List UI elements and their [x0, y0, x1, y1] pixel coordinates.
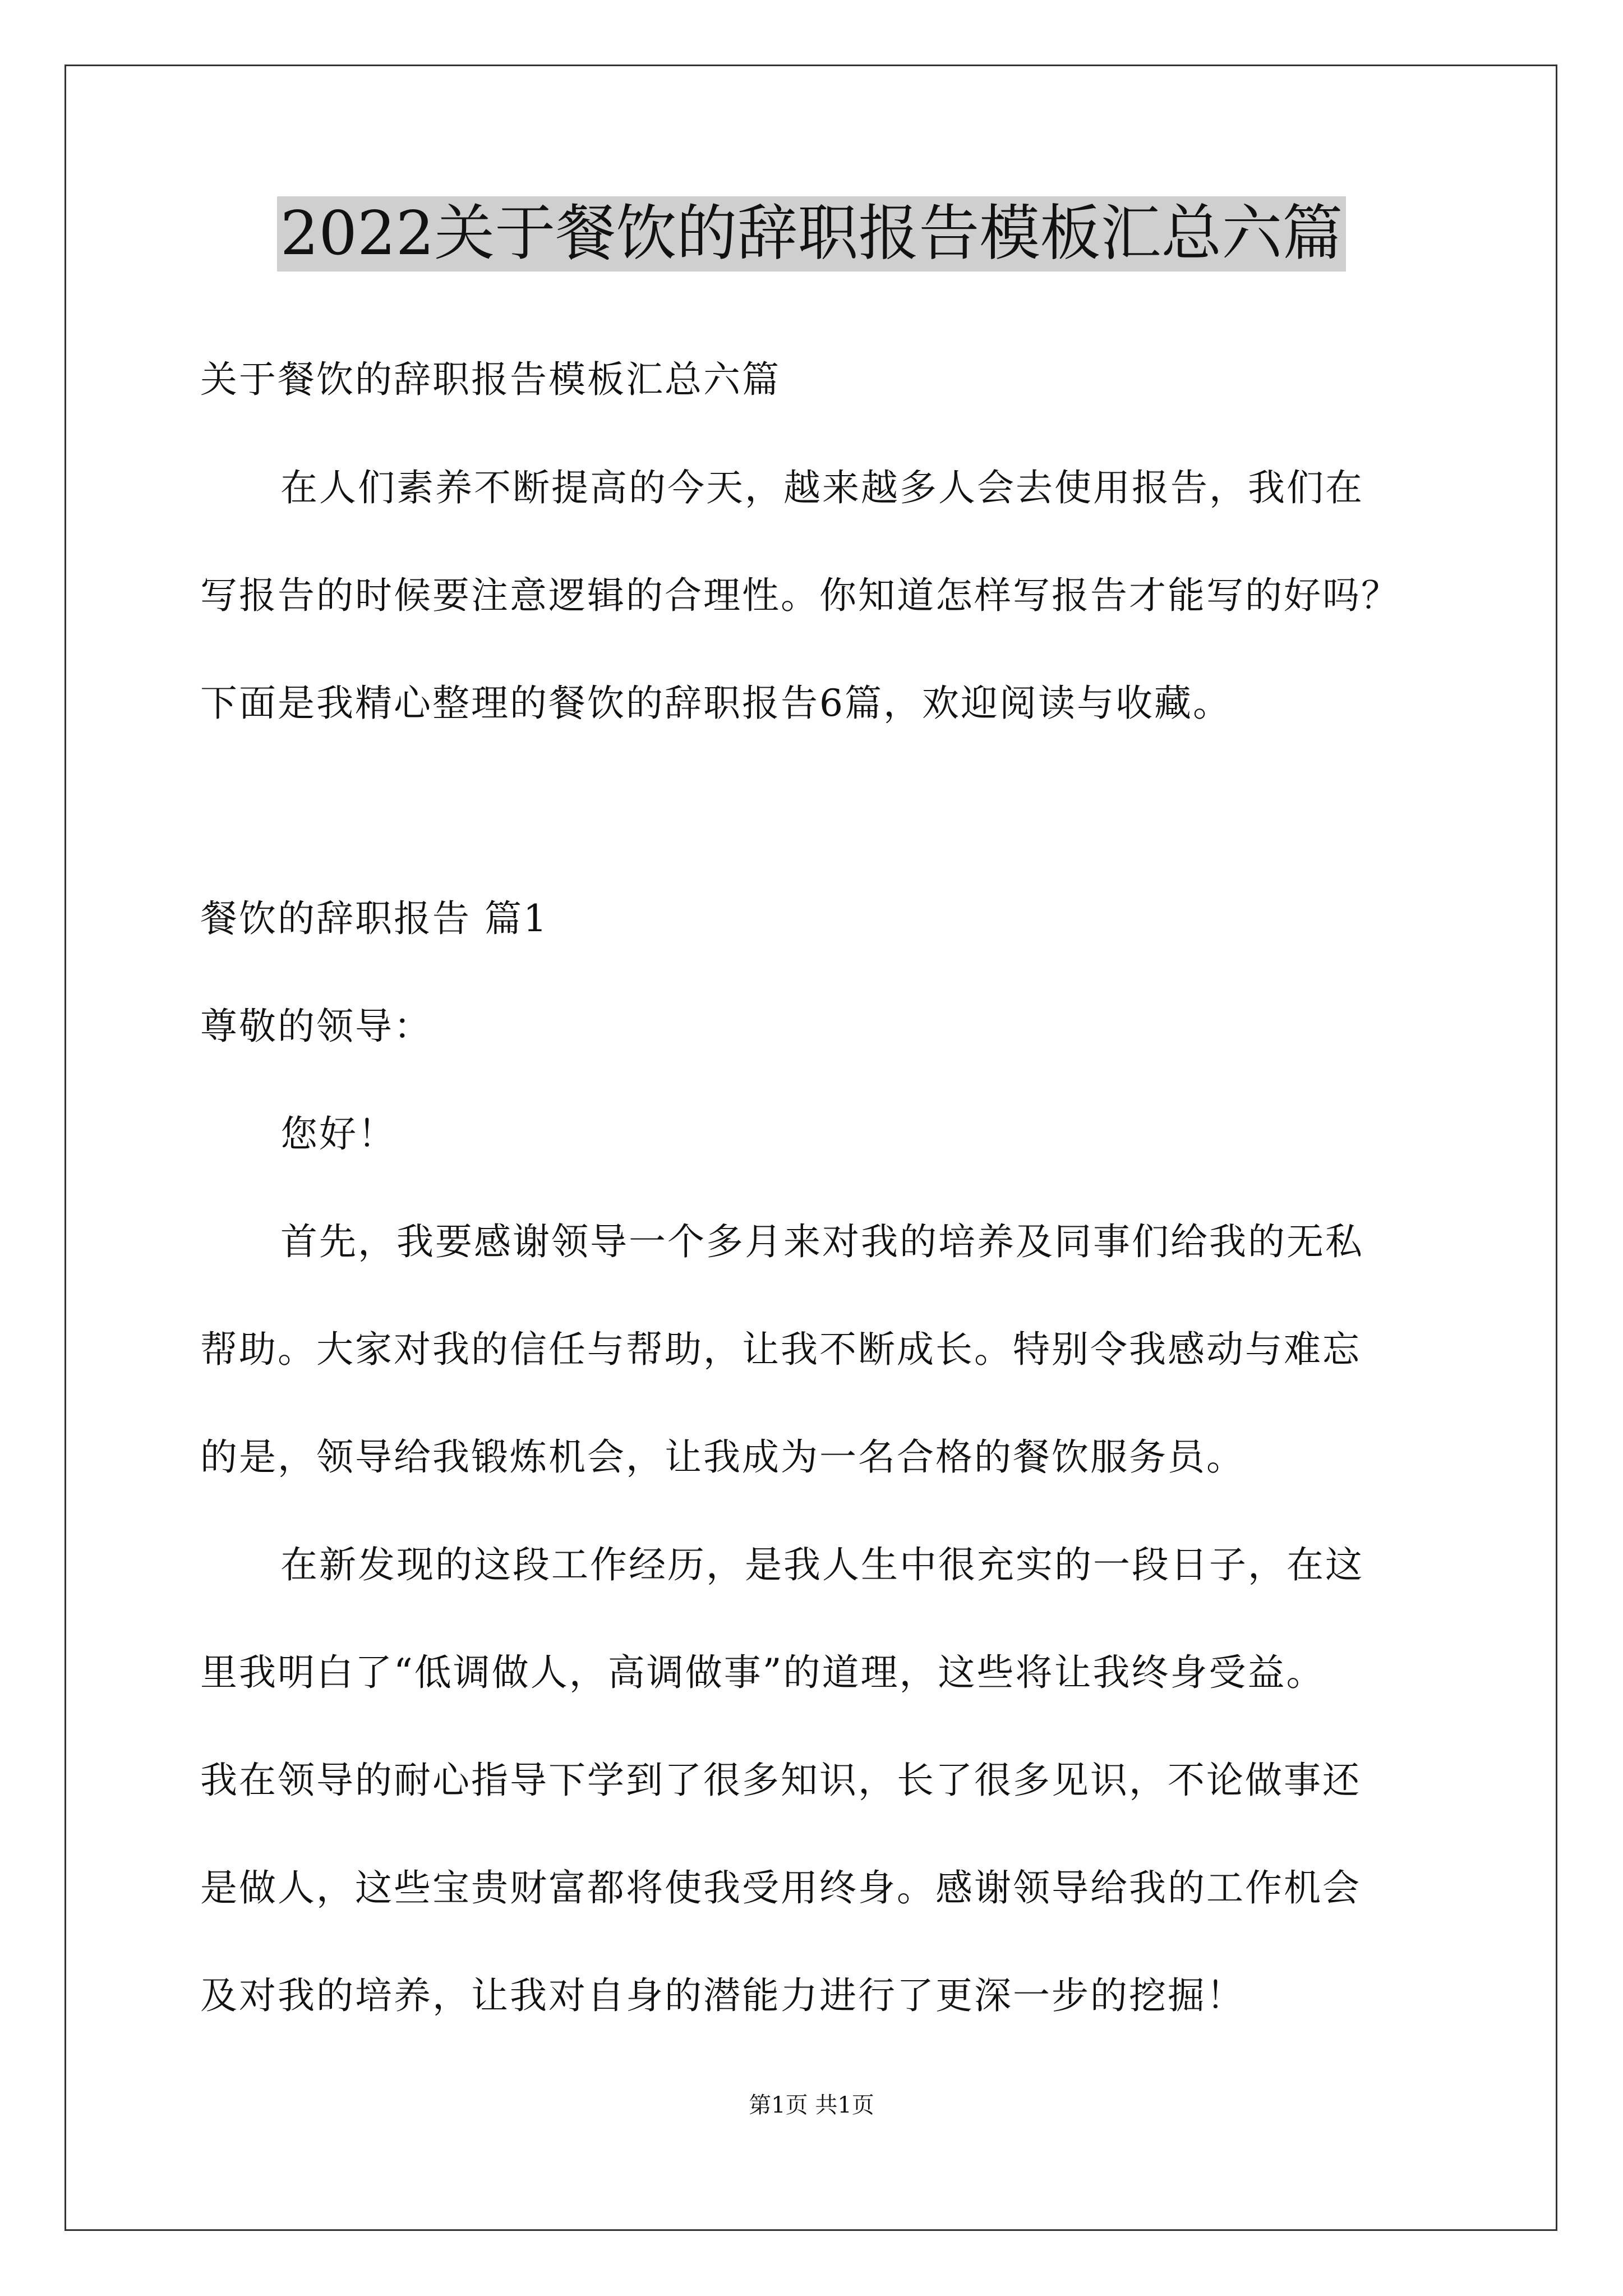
document-subtitle: 关于餐饮的辞职报告模板汇总六篇: [200, 358, 781, 401]
greeting: 您好！: [280, 1112, 396, 1156]
page-footer: 第1页 共1页: [749, 2092, 874, 2118]
paragraph2-line-1: 在新发现的这段工作经历，是我人生中很充实的一段日子，在这: [280, 1543, 1364, 1586]
salutation: 尊敬的领导：: [200, 1005, 432, 1048]
paragraph1-line-2: 帮助。大家对我的信任与帮助，让我不断成长。特别令我感动与难忘: [200, 1328, 1361, 1371]
document-title: 2022关于餐饮的辞职报告模板汇总六篇: [277, 196, 1347, 272]
intro-line-2: 写报告的时候要注意逻辑的合理性。你知道怎样写报告才能写的好吗？: [200, 574, 1400, 617]
section-heading: 餐饮的辞职报告 篇1: [200, 897, 548, 940]
paragraph2-line-4: 是做人，这些宝贵财富都将使我受用终身。感谢领导给我的工作机会: [200, 1866, 1361, 1910]
paragraph2-line-5: 及对我的培养，让我对自身的潜能力进行了更深一步的挖掘！: [200, 1974, 1245, 2017]
paragraph2-line-2: 里我明白了“低调做人，高调做事”的道理，这些将让我终身受益。: [200, 1651, 1325, 1694]
paragraph2-line-3: 我在领导的耐心指导下学到了很多知识，长了很多见识，不论做事还: [200, 1759, 1361, 1802]
intro-line-1: 在人们素养不断提高的今天，越来越多人会去使用报告，我们在: [280, 466, 1364, 509]
paragraph1-line-3: 的是，领导给我锻炼机会，让我成为一名合格的餐饮服务员。: [200, 1435, 1245, 1479]
title-container: [0, 196, 1623, 272]
intro-line-3: 下面是我精心整理的餐饮的辞职报告6篇，欢迎阅读与收藏。: [200, 682, 1232, 725]
paragraph1-line-1: 首先，我要感谢领导一个多月来对我的培养及同事们给我的无私: [280, 1220, 1364, 1263]
